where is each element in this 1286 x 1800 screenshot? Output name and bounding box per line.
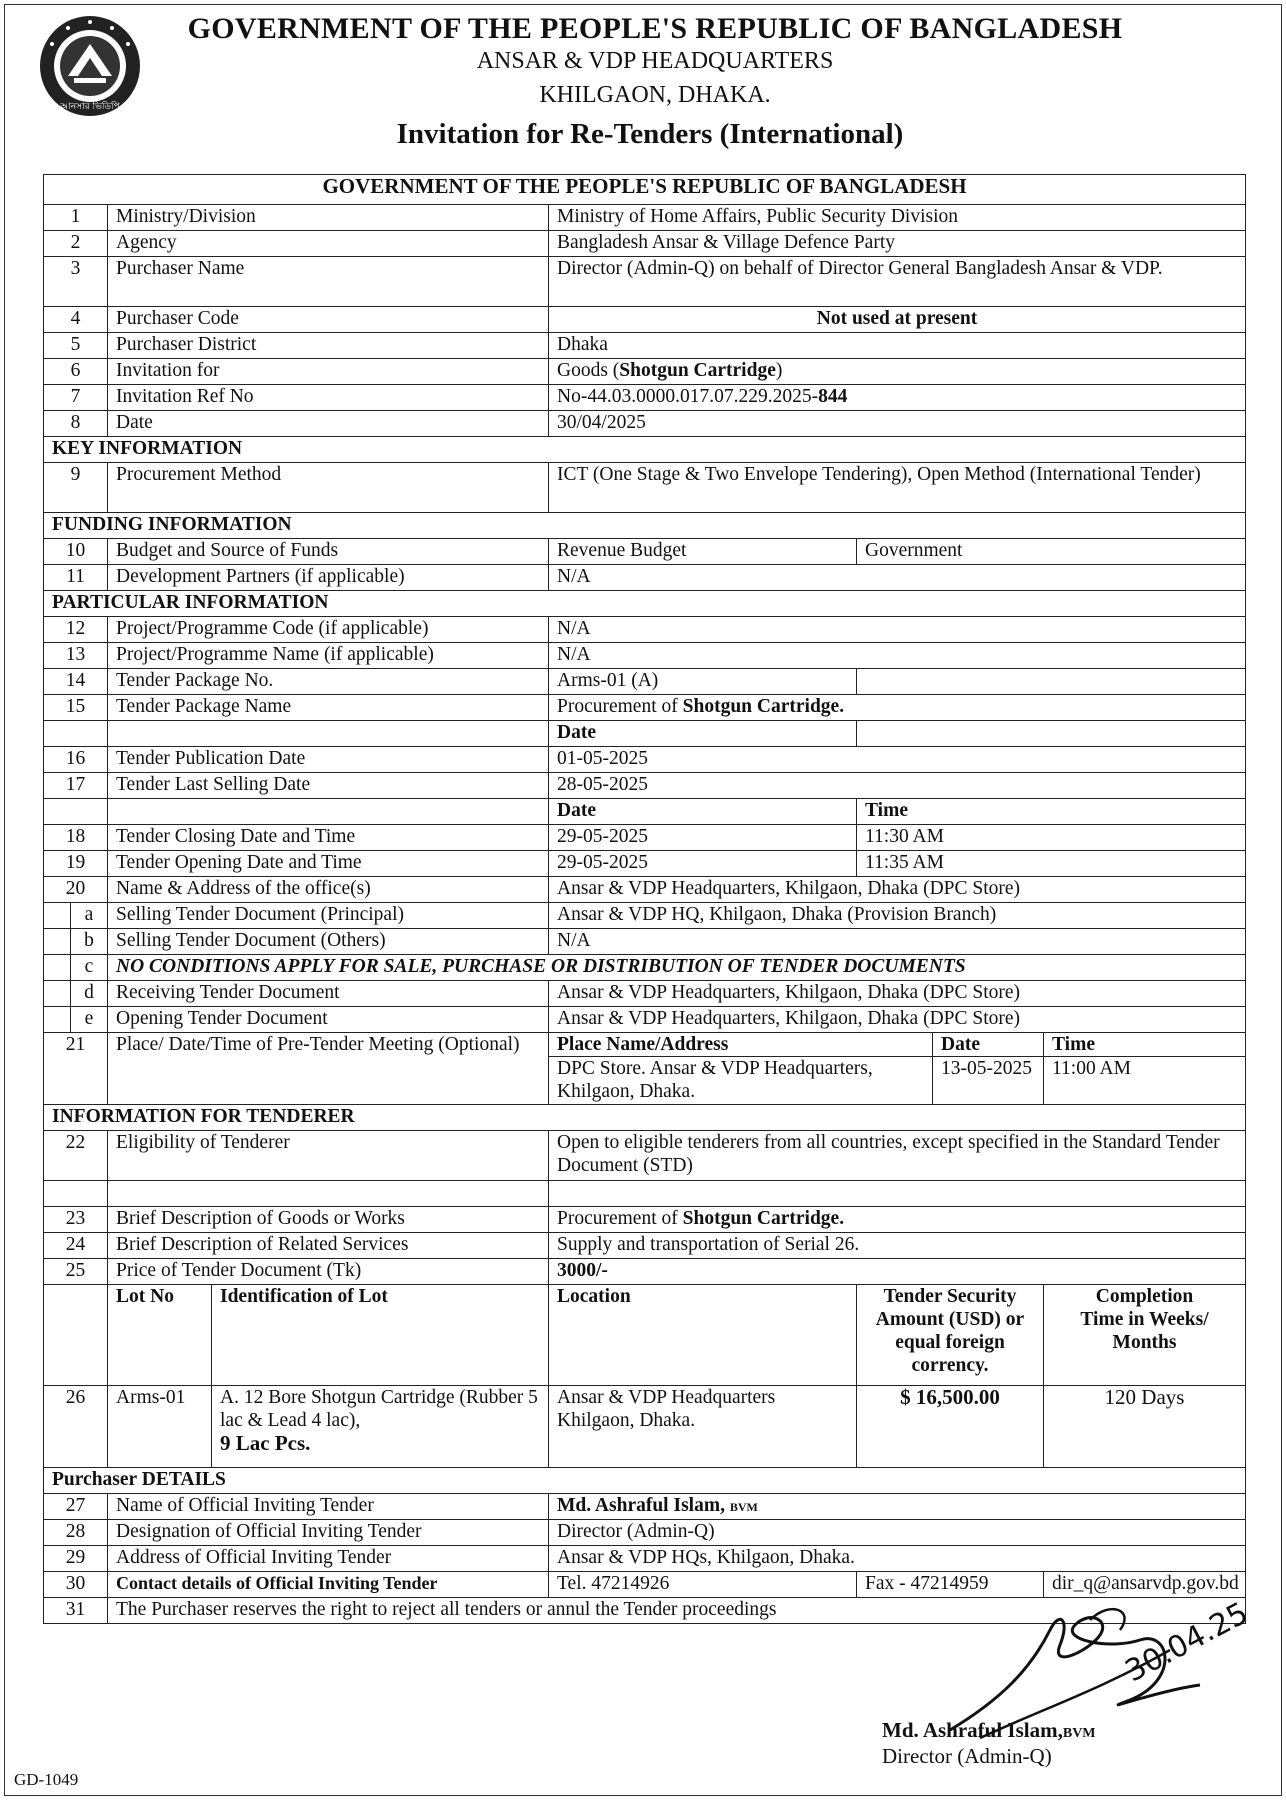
table-row: a Selling Tender Document (Principal) Ansar & VDP HQ, Khilgaon, Dhaka (Provision Branch): [44, 903, 1246, 929]
table-row: 28 Designation of Official Inviting Tender Director (Admin-Q): [44, 1520, 1246, 1546]
table-row: Date: [44, 721, 1246, 747]
signatory-designation: Director (Admin-Q): [882, 1744, 1052, 1768]
section-key: KEY INFORMATION: [44, 437, 1246, 463]
table-row: 1 Ministry/Division Ministry of Home Affairs, Public Security Division: [44, 205, 1246, 231]
lot-row: 26 Arms-01 A. 12 Bore Shotgun Cartridge (Rubber 5 lac & Lead 4 lac), 9 Lac Pcs. Ansar & VDP Headquarters Khilgaon, Dhaka. $ 16,500.00 120 Days: [44, 1386, 1246, 1468]
table-row: 22 Eligibility of Tenderer Open to eligible tenderers from all countries, except specified in the Standard Tender Document (STD): [44, 1131, 1246, 1181]
table-row: 17 Tender Last Selling Date 28-05-2025: [44, 773, 1246, 799]
table-row: 23 Brief Description of Goods or Works Procurement of Shotgun Cartridge.: [44, 1207, 1246, 1233]
seal-text: আনসার ভিডিপি: [60, 102, 120, 112]
table-row: 8 Date 30/04/2025: [44, 411, 1246, 437]
table-row: 19 Tender Opening Date and Time 29-05-2025 11:35 AM: [44, 851, 1246, 877]
header-title: GOVERNMENT OF THE PEOPLE'S REPUBLIC OF BANGLADESH: [187, 12, 1123, 45]
table-row: 27 Name of Official Inviting Tender Md. Ashraful Islam, BVM: [44, 1494, 1246, 1520]
table-row: b Selling Tender Document (Others) N/A: [44, 929, 1246, 955]
table-row: 10 Budget and Source of Funds Revenue Budget Government: [44, 539, 1246, 565]
table-row: 29 Address of Official Inviting Tender Ansar & VDP HQs, Khilgaon, Dhaka.: [44, 1546, 1246, 1572]
table-row: 13 Project/Programme Name (if applicable) N/A: [44, 643, 1246, 669]
table-row: [44, 1181, 1246, 1207]
table-row: 6 Invitation for Goods (Shotgun Cartridge): [44, 359, 1246, 385]
signatory-name: Md. Ashraful Islam,BVM: [882, 1718, 1096, 1742]
table-row: 21 Place/ Date/Time of Pre-Tender Meeting (Optional) Place Name/Address Date Time: [44, 1033, 1246, 1057]
table-row: 11 Development Partners (if applicable) N/A: [44, 565, 1246, 591]
handwritten-date: 30.04.25: [1119, 1595, 1254, 1690]
table-row: 5 Purchaser District Dhaka: [44, 333, 1246, 359]
lot-header-row: Lot No Identification of Lot Location Tender Security Amount (USD) or equal foreign corrency. Completion Time in Weeks/ Months: [44, 1285, 1246, 1386]
table-row: 12 Project/Programme Code (if applicable) N/A: [44, 617, 1246, 643]
table-row: 31 The Purchaser reserves the right to reject all tenders or annul the Tender proceedings: [44, 1598, 1246, 1624]
table-row: d Receiving Tender Document Ansar & VDP Headquarters, Khilgaon, Dhaka (DPC Store): [44, 981, 1246, 1007]
section-tenderer: INFORMATION FOR TENDERER: [44, 1105, 1246, 1131]
table-row: 20 Name & Address of the office(s) Ansar & VDP Headquarters, Khilgaon, Dhaka (DPC Store): [44, 877, 1246, 903]
table-row: 4 Purchaser Code Not used at present: [44, 307, 1246, 333]
document-code: GD-1049: [14, 1770, 79, 1789]
header-location: KHILGAON, DHAKA.: [539, 82, 771, 108]
table-row: 9 Procurement Method ICT (One Stage & Two Envelope Tendering), Open Method (International Tender): [44, 463, 1246, 513]
table-row: 25 Price of Tender Document (Tk) 3000/-: [44, 1259, 1246, 1285]
table-title: GOVERNMENT OF THE PEOPLE'S REPUBLIC OF BANGLADESH: [44, 175, 1246, 205]
notice-title: Invitation for Re-Tenders (International): [396, 118, 904, 150]
header-org: ANSAR & VDP HEADQUARTERS: [476, 48, 834, 74]
tender-table: [43, 174, 1246, 1624]
table-row: 2 Agency Bangladesh Ansar & Village Defence Party: [44, 231, 1246, 257]
section-purchaser: Purchaser DETAILS: [44, 1468, 1246, 1494]
table-row: 7 Invitation Ref No No-44.03.0000.017.07.229.2025-844: [44, 385, 1246, 411]
section-particular: PARTICULAR INFORMATION: [44, 591, 1246, 617]
table-row: 18 Tender Closing Date and Time 29-05-2025 11:30 AM: [44, 825, 1246, 851]
table-row: 3 Purchaser Name Director (Admin-Q) on behalf of Director General Bangladesh Ansar & VDP.: [44, 257, 1246, 307]
table-row: e Opening Tender Document Ansar & VDP Headquarters, Khilgaon, Dhaka (DPC Store): [44, 1007, 1246, 1033]
table-row: 14 Tender Package No. Arms-01 (A): [44, 669, 1246, 695]
table-row: 15 Tender Package Name Procurement of Shotgun Cartridge.: [44, 695, 1246, 721]
section-funding: FUNDING INFORMATION: [44, 513, 1246, 539]
table-row: 24 Brief Description of Related Services Supply and transportation of Serial 26.: [44, 1233, 1246, 1259]
table-row: 16 Tender Publication Date 01-05-2025: [44, 747, 1246, 773]
table-row: c NO CONDITIONS APPLY FOR SALE, PURCHASE OR DISTRIBUTION OF TENDER DOCUMENTS: [44, 955, 1246, 981]
table-row: 30 Contact details of Official Inviting Tender Tel. 47214926 Fax - 47214959 dir_q@ansarvdp.gov.bd: [44, 1572, 1246, 1598]
table-row: DPC Store. Ansar & VDP Headquarters, Khilgaon, Dhaka. 13-05-2025 11:00 AM: [44, 1057, 1246, 1105]
table-row: Date Time: [44, 799, 1246, 825]
